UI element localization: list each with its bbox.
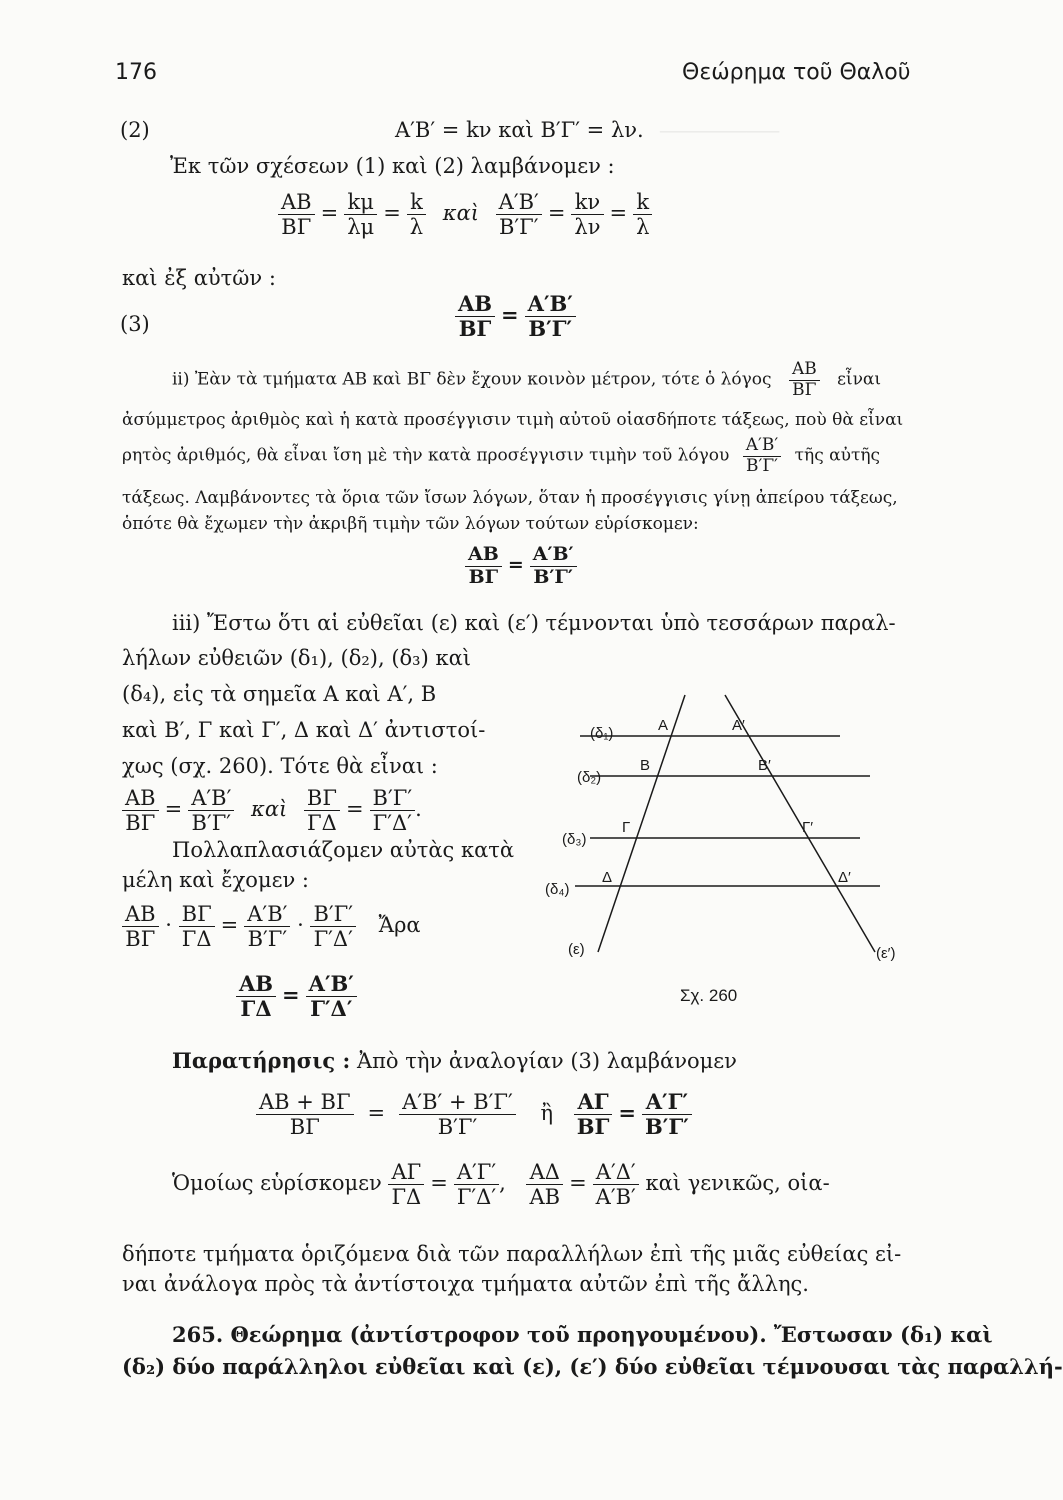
- equation-iii-a: $\frac{AB}{B\Gamma}$ = $\frac{A'B'}{B'\Gamma'}$ καὶ $\frac{B\Gamma}{\Gamma\Delta}$ = $\frac{B'\Gamma'}{\Gamma'\Delta'}$ .: [122, 786, 422, 835]
- remark-equation: $\frac{AB + B\Gamma}{B\Gamma}$ = $\frac{A'B' + B'\Gamma'}{B'\Gamma'}$ ἢ $\frac{A\Gamma}{B\Gamma}$ = $\frac{A'\Gamma'}{B'\Gamma'}$: [256, 1090, 692, 1139]
- point-D: Δ: [602, 869, 613, 886]
- equation-iii-c: $\frac{AB}{\Gamma\Delta}$ = $\frac{A'B'}{\Gamma'\Delta'}$: [236, 972, 357, 1021]
- label-d2: (δ₂): [577, 769, 602, 786]
- line-e-prime: [725, 695, 875, 952]
- paragraph-line: καὶ Β′, Γ καὶ Γ′, Δ καὶ Δ′ ἀντιστοί-: [122, 718, 486, 742]
- label-e-prime: (ε′): [876, 945, 896, 962]
- label-e: (ε): [568, 941, 585, 958]
- equation-2-label: (2): [120, 118, 150, 142]
- paragraph-line: μέλη καὶ ἔχομεν :: [122, 868, 309, 892]
- label-d1: (δ₁): [590, 725, 614, 742]
- equation-iii-b: $\frac{AB}{B\Gamma}$ · $\frac{B\Gamma}{\Gamma\Delta}$ = $\frac{A'B'}{B'\Gamma'}$ · $\frac{B'\Gamma'}{\Gamma'\Delta'}$ Ἄρα: [122, 902, 421, 951]
- equation-limit: $\frac{AB}{B\Gamma}$ = $\frac{A'B'}{B'\Gamma'}$: [465, 544, 577, 589]
- page-number: 176: [115, 60, 157, 85]
- figure-260: [540, 690, 920, 980]
- label-d3: (δ₃): [562, 831, 587, 848]
- paragraph-case-ii: ii) Ἐὰν τὰ τμήματα ΑΒ καὶ ΒΓ δὲν ἔχουν κοινὸν μέτρον, τότε ὁ λόγος $\frac{AB}{B\Gamma}$ εἶναι: [172, 359, 882, 400]
- point-B: Β: [640, 757, 651, 774]
- similarly-line: Ὁμοίως εὑρίσκομεν $\frac{A\Gamma}{\Gamma\Delta}$ = $\frac{A'\Gamma'}{\Gamma'\Delta'}$ , $\frac{A\Delta}{AB}$ = $\frac{A'\Delta'}{A'B'}$ καὶ γενικῶς, οἱα-: [172, 1160, 830, 1210]
- remark-line: Παρατήρησις : Ἀπὸ τὴν ἀναλογίαν (3) λαμβάνομεν: [172, 1048, 737, 1073]
- paragraph-line: ὁπότε θὰ ἔχωμεν τὴν ἀκριβῆ τιμὴν τῶν λόγων τούτων εὑρίσκομεν:: [122, 514, 699, 534]
- paragraph-line: τάξεως. Λαμβάνοντες τὰ ὅρια τῶν ἴσων λόγων, ὅταν ἡ προσέγγισις γίνῃ ἀπείρου τάξεως,: [122, 488, 898, 508]
- figure-caption: Σχ. 260: [680, 986, 738, 1005]
- conclusion-line: δήποτε τμήματα ὁριζόμενα διὰ τῶν παραλλήλων ἐπὶ τῆς μιᾶς εὐθείας εἰ-: [122, 1242, 902, 1266]
- running-title: Θεώρημα τοῦ Θαλοῦ: [682, 60, 911, 85]
- text-line: Ἐκ τῶν σχέσεων (1) καὶ (2) λαμβάνομεν :: [170, 154, 615, 178]
- point-A-prime: Α′: [732, 717, 745, 734]
- text-line: καὶ ἐξ αὐτῶν :: [122, 266, 276, 290]
- remark-label: Παρατήρησις :: [172, 1048, 351, 1073]
- paragraph-line: ἀσύμμετρος ἀριθμὸς καὶ ἡ κατὰ προσέγγισιν τιμὴ αὐτοῦ οἱασδήποτε τάξεως, ποὺ θὰ εἶναι: [122, 410, 904, 430]
- equation-3: $\frac{AB}{B\Gamma}$ = $\frac{A'B'}{B'\Gamma'}$: [455, 292, 576, 341]
- paragraph-line: (δ₄), εἰς τὰ σημεῖα Α καὶ Α′, Β: [122, 682, 437, 706]
- point-B-prime: Β′: [758, 757, 771, 774]
- equation-3-label: (3): [120, 312, 150, 336]
- equation-ratios: $\frac{AB}{B\Gamma}$ = $\frac{k\mu}{\lambda\mu}$ = $\frac{k}{\lambda}$ καὶ $\frac{A'B'}{B'\Gamma'}$ = $\frac{k\nu}{\lambda\nu}$ = $\frac{k}{\lambda}$: [278, 190, 652, 239]
- equation-2: Α′Β′ = kν καὶ Β′Γ′ = λν.: [395, 118, 644, 142]
- paragraph-line: Πολλαπλασιάζομεν αὐτὰς κατὰ: [172, 838, 515, 862]
- point-G-prime: Γ′: [802, 819, 814, 836]
- paragraph-line: iii) Ἔστω ὅτι αἱ εὐθεῖαι (ε) καὶ (ε′) τέμνονται ὑπὸ τεσσάρων παραλ-: [172, 611, 896, 635]
- paragraph-line: χως (σχ. 260). Τότε θὰ εἶναι :: [122, 754, 438, 778]
- point-D-prime: Δ′: [838, 869, 851, 886]
- theorem-265-line: 265. Θεώρημα (ἀντίστροφον τοῦ προηγουμένου). Ἔστωσαν (δ₁) καὶ: [172, 1322, 993, 1347]
- theorem-265-line: (δ₂) δύο παράλληλοι εὐθεῖαι καὶ (ε), (ε′) δύο εὐθεῖαι τέμνουσαι τὰς παραλλή-: [122, 1354, 1063, 1379]
- conclusion-line: ναι ἀνάλογα πρὸς τὰ ἀντίστοιχα τμήματα αὐτῶν ἐπὶ τῆς ἄλλης.: [122, 1272, 809, 1296]
- bleed-through: ───────────: [660, 122, 780, 143]
- point-A: Α: [658, 717, 669, 734]
- paragraph-line: λήλων εὐθειῶν (δ₁), (δ₂), (δ₃) καὶ: [122, 646, 471, 670]
- point-G: Γ: [622, 819, 631, 836]
- paragraph-line: ρητὸς ἀριθμός, θὰ εἶναι ἴση μὲ τὴν κατὰ προσέγγισιν τιμὴν τοῦ λόγου $\frac{A'B'}{B'\Gamma'}$ τῆς αὐτῆς: [122, 435, 881, 476]
- label-d4: (δ₄): [545, 881, 570, 898]
